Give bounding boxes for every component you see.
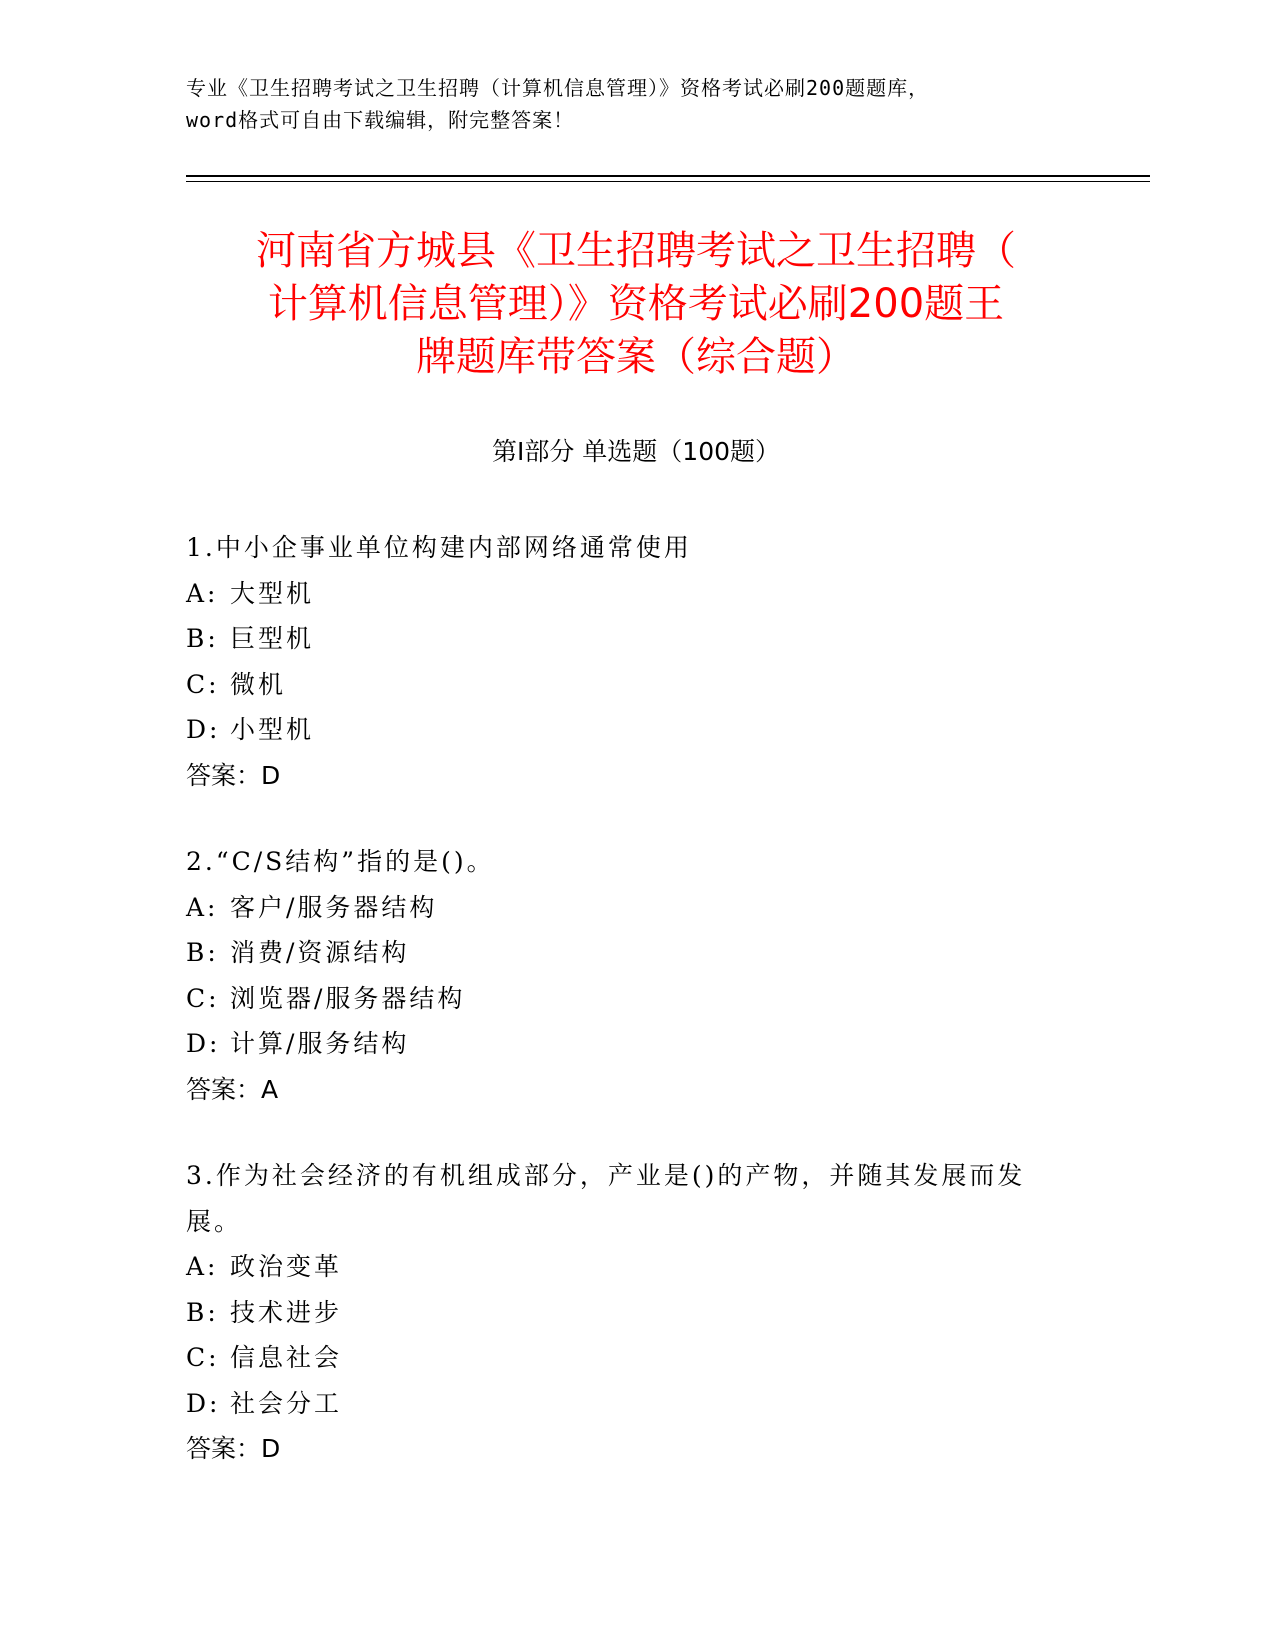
option-text: 大型机	[230, 578, 315, 608]
option-text: 政治变革	[230, 1252, 343, 1281]
option-text: 社会分工	[230, 1388, 343, 1418]
answer-line: 答案：A	[186, 1074, 279, 1104]
option-text: 小型机	[230, 715, 315, 744]
option-key: D:	[186, 1388, 221, 1418]
answer-line: 答案：D	[186, 1434, 281, 1463]
question-stem-line-1: 3.作为社会经济的有机组成部分，产业是()的产物，并随其发展而发	[186, 1161, 1026, 1190]
question-2	[186, 839, 1086, 1112]
question-stem: 2.“C/S结构”指的是()。	[186, 847, 495, 876]
option-key: D:	[186, 1029, 221, 1058]
question-3	[186, 1153, 1086, 1472]
option-b	[186, 930, 1086, 976]
option-key: D:	[186, 715, 221, 744]
question-list	[186, 525, 1086, 1513]
title-line-3: 牌题库带答案（综合题）	[416, 334, 856, 380]
option-key: A:	[186, 892, 219, 922]
answer-line: 答案：D	[186, 760, 281, 790]
option-b	[186, 616, 1086, 662]
option-text: 客户/服务器结构	[230, 892, 438, 922]
option-a	[186, 571, 1086, 617]
option-d	[186, 707, 1086, 753]
section-title: 第I部分 单选题（100题）	[491, 437, 781, 466]
option-text: 消费/资源结构	[230, 938, 410, 967]
option-key: C:	[186, 669, 220, 699]
option-d	[186, 1381, 1086, 1427]
header-line-1: 专业《卫生招聘考试之卫生招聘（计算机信息管理）》资格考试必刷200题题库，	[186, 76, 930, 100]
option-key: B:	[186, 938, 219, 967]
option-key: A:	[186, 1252, 219, 1281]
title-line-1: 河南省方城县《卫生招聘考试之卫生招聘（	[256, 228, 1016, 274]
question-stem: 1.中小企事业单位构建内部网络通常使用	[186, 533, 692, 562]
option-text: 信息社会	[230, 1343, 343, 1372]
option-a	[186, 1244, 1086, 1290]
header-rule-thick	[186, 175, 1150, 177]
header-rule-thin	[186, 181, 1150, 182]
question-stem-line-2: 展。	[186, 1206, 243, 1236]
option-text: 微机	[230, 669, 287, 699]
document-header	[186, 72, 1086, 136]
document-title	[186, 225, 1086, 384]
question-1	[186, 525, 1086, 798]
option-key: B:	[186, 624, 219, 653]
option-key: A:	[186, 578, 219, 608]
option-c	[186, 976, 1086, 1022]
option-c	[186, 1335, 1086, 1381]
option-text: 技术进步	[230, 1297, 343, 1327]
option-a	[186, 885, 1086, 931]
option-key: C:	[186, 983, 220, 1013]
option-c	[186, 662, 1086, 708]
option-text: 计算/服务结构	[230, 1029, 410, 1058]
option-b	[186, 1290, 1086, 1336]
title-line-2: 计算机信息管理）》资格考试必刷200题王	[267, 281, 1005, 327]
header-line-2: word格式可自由下载编辑，附完整答案！	[186, 108, 575, 132]
option-key: C:	[186, 1343, 220, 1372]
option-text: 巨型机	[230, 624, 315, 653]
option-d	[186, 1021, 1086, 1067]
option-text: 浏览器/服务器结构	[230, 983, 466, 1013]
option-key: B:	[186, 1297, 219, 1327]
